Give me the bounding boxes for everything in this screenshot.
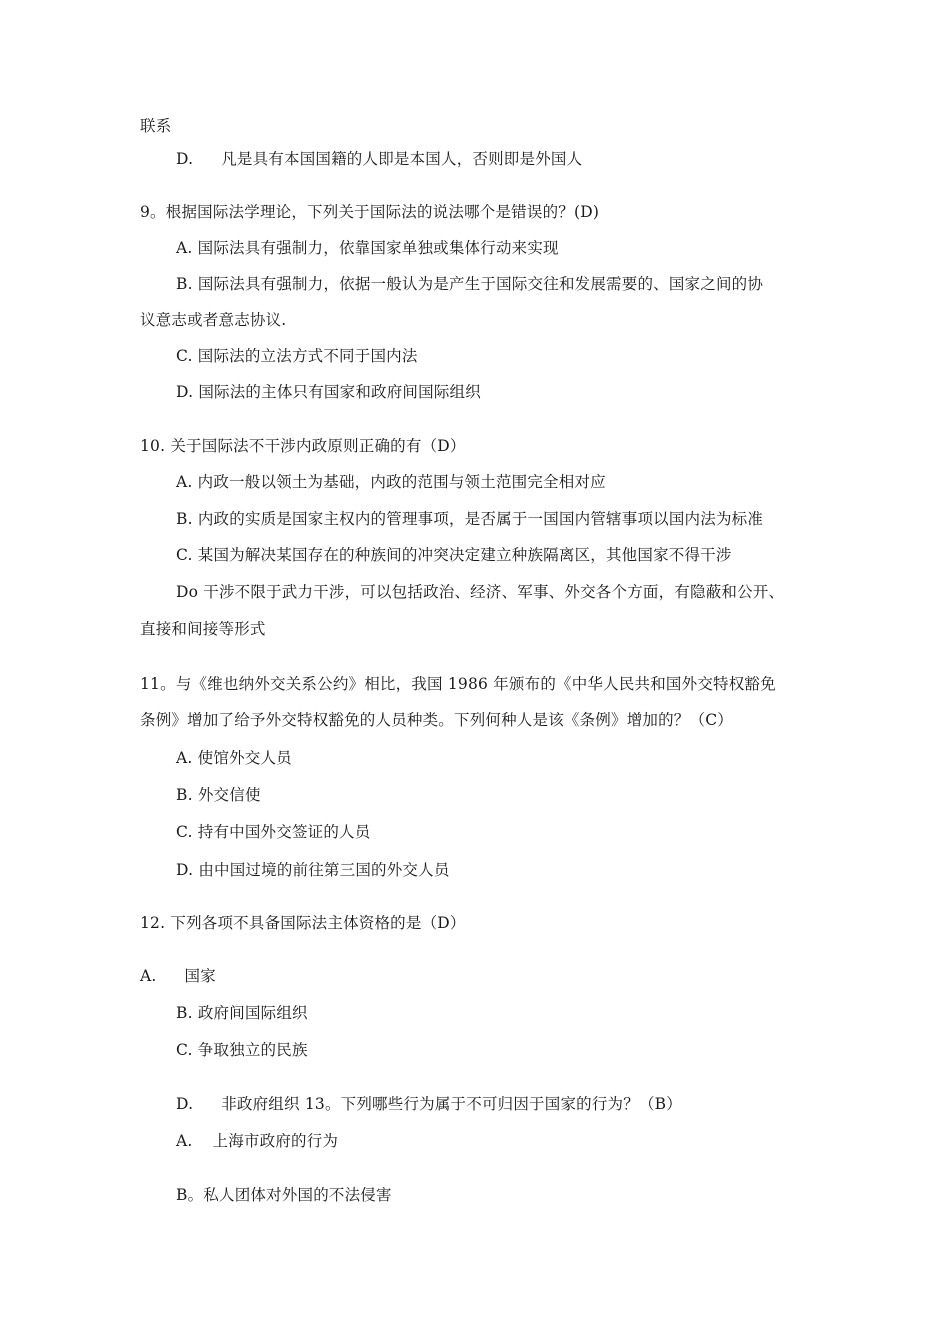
question-9-option-d: D. 国际法的主体只有国家和政府间国际组织 xyxy=(176,383,481,401)
question-11-option-a: A. 使馆外交人员 xyxy=(176,749,292,767)
question-12-option-c: C. 争取独立的民族 xyxy=(176,1041,308,1059)
question-12: 12. 下列各项不具备国际法主体资格的是（D） xyxy=(140,914,466,932)
question-10: 10. 关于国际法不干涉内政原则正确的有（D） xyxy=(140,437,466,455)
option-d-line xyxy=(176,149,582,169)
question-10-option-d-cont: 直接和间接等形式 xyxy=(140,620,266,638)
question-13-option-a xyxy=(176,1131,338,1151)
option-text: 国家 xyxy=(184,967,216,985)
question-9-option-b: B. 国际法具有强制力，依据一般认为是产生于国际交往和发展需要的、国家之间的协 xyxy=(176,275,764,293)
option-letter: D. xyxy=(176,150,194,168)
question-11-cont: 条例》增加了给予外交特权豁免的人员种类。下列何种人是该《条例》增加的？（C） xyxy=(140,711,733,729)
question-9-option-b-cont: 议意志或者意志协议. xyxy=(140,311,287,329)
question-10-option-b: B. 内政的实质是国家主权内的管理事项，是否属于一国国内管辖事项以国内法为标准 xyxy=(176,510,764,528)
question-9: 9。根据国际法学理论，下列关于国际法的说法哪个是错误的？(D) xyxy=(140,203,600,221)
question-10-option-c: C. 某国为解决某国存在的种族间的冲突决定建立种族隔离区，其他国家不得干涉 xyxy=(176,546,732,564)
question-10-option-a: A. 内政一般以领土为基础，内政的范围与领土范围完全相对应 xyxy=(176,473,606,491)
option-text: 上海市政府的行为 xyxy=(212,1132,339,1150)
option-text: 凡是具有本国国籍的人即是本国人，否则即是外国人 xyxy=(221,150,583,168)
question-10-option-d: Do 干涉不限于武力干涉，可以包括政治、经济、军事、外交各个方面，有隐蔽和公开、 xyxy=(176,583,785,601)
question-11-option-b: B. 外交信使 xyxy=(176,786,261,804)
question-11-option-d: D. 由中国过境的前往第三国的外交人员 xyxy=(176,861,450,879)
question-12-option-b: B. 政府间国际组织 xyxy=(176,1004,308,1022)
question-12-option-d xyxy=(176,1094,682,1114)
question-9-option-c: C. 国际法的立法方式不同于国内法 xyxy=(176,347,418,365)
option-letter: A. xyxy=(140,967,157,985)
question-12-option-a xyxy=(140,966,216,986)
option-text: 非政府组织 13。下列哪些行为属于不可归因于国家的行为？（B） xyxy=(221,1095,682,1113)
question-9-option-a: A. 国际法具有强制力，依靠国家单独或集体行动来实现 xyxy=(176,239,559,257)
option-letter: A. xyxy=(176,1132,193,1150)
question-11: 11。与《维也纳外交关系公约》相比，我国 1986 年颁布的《中华人民共和国外交特权豁免 xyxy=(140,675,776,693)
question-13-option-b: B。私人团体对外国的不法侵害 xyxy=(176,1186,392,1204)
text-line: 联系 xyxy=(140,117,172,135)
question-11-option-c: C. 持有中国外交签证的人员 xyxy=(176,823,371,841)
option-letter: D. xyxy=(176,1095,194,1113)
